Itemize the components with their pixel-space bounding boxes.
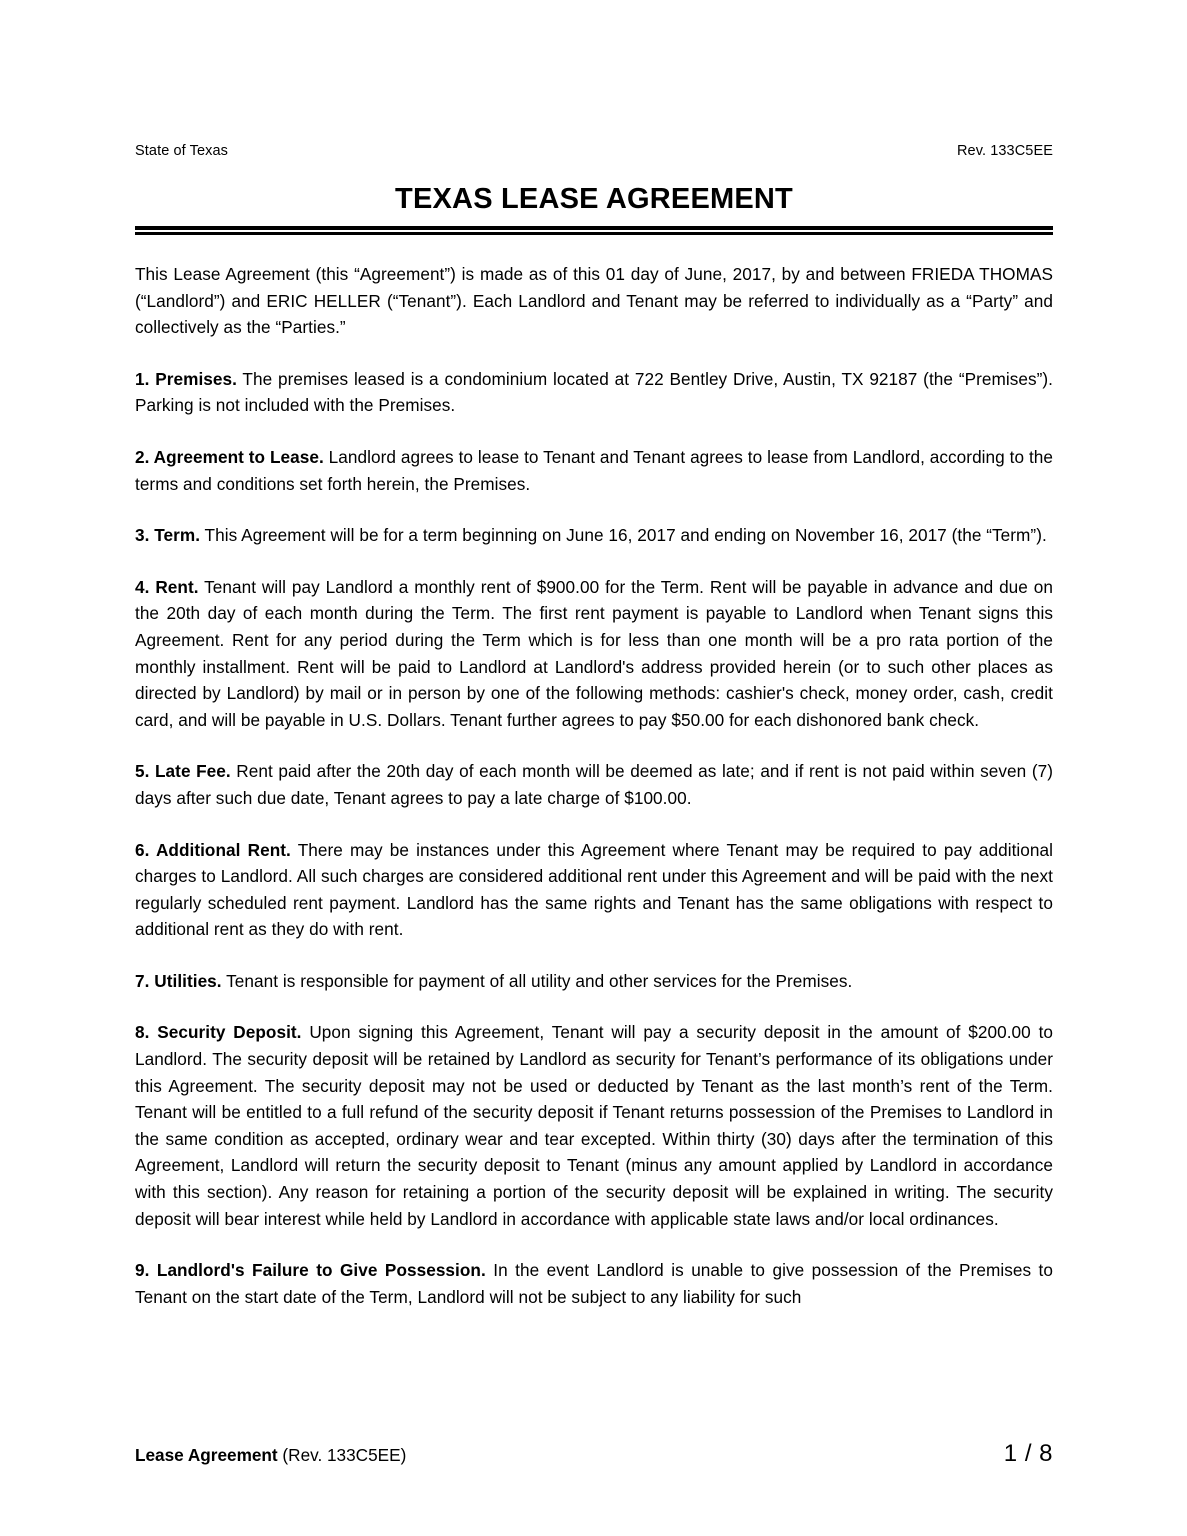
section-9-heading: 9. Landlord's Failure to Give Possession. [135, 1260, 486, 1281]
section-5-heading: 5. Late Fee. [135, 761, 231, 782]
divider-line-bottom [135, 232, 1053, 235]
revision-label: Rev. 133C5EE [956, 143, 1053, 159]
section-2-body: Landlord agrees to lease to Tenant and Tenant agrees to lease from Landlord, according to the terms and conditions set forth herein, the Premises. [135, 446, 1053, 494]
section-8-security-deposit [135, 1019, 1053, 1232]
section-3-heading: 3. Term. [135, 525, 201, 546]
document-header [135, 142, 1053, 178]
section-1-body: The premises leased is a condominium located at 722 Bentley Drive, Austin, TX 92187 (the “Premises”). Parking is not included with the Premises. [135, 368, 1053, 416]
footer-document-name: Lease Agreement [135, 1445, 278, 1465]
section-2-agreement-to-lease [135, 444, 1053, 497]
page-number-indicator: 1 / 8 [1003, 1440, 1053, 1467]
state-label: State of Texas [135, 143, 229, 159]
agreement-body [135, 261, 1053, 1310]
document-footer [135, 1440, 1053, 1480]
header-divider [135, 226, 1053, 235]
section-9-body: In the event Landlord is unable to give possession of the Premises to Tenant on the start date of the Term, Landlord will not be subject to any liability for such [135, 1260, 1053, 1307]
section-9-landlords-failure-to-give-possession [135, 1257, 1053, 1310]
section-6-heading: 6. Additional Rent. [135, 839, 291, 860]
section-4-rent [135, 574, 1053, 734]
section-1-premises [135, 366, 1053, 419]
section-7-body: Tenant is responsible for payment of all utility and other services for the Premises. [221, 970, 853, 991]
section-3-term [135, 522, 1053, 549]
page-title: TEXAS LEASE AGREEMENT [395, 183, 793, 215]
section-1-heading: 1. Premises. [135, 368, 237, 389]
section-4-heading: 4. Rent. [135, 576, 199, 597]
section-7-utilities [135, 968, 1053, 995]
section-6-additional-rent [135, 837, 1053, 943]
page-content [135, 0, 1053, 1310]
section-5-body: Rent paid after the 20th day of each month will be deemed as late; and if rent is not paid within seven (7) days after such due date, Tenant agrees to pay a late charge of $100.00. [135, 761, 1053, 808]
footer-document-label [135, 1444, 406, 1466]
section-8-body: Upon signing this Agreement, Tenant will pay a security deposit in the amount of $200.00 to Landlord. The security deposit will be retained by Landlord as security for Tenant’s performance of its obligations under this Agreement. The security deposit may not be used or deducted by Tenant as the last month’s rent of the Term. Tenant will be entitled to a full refund of the security deposit if Tenant returns possession of the Premises to Landlord in the same condition as accepted, ordinary wear and tear excepted. Within thirty (30) days after the termination of this Agreement, Landlord will return the security deposit to Tenant (minus any amount applied by Landlord in accordance with this section). Any reason for retaining a portion of the security deposit will be explained in writing. The security deposit will bear interest while held by Landlord in accordance with applicable state laws and/or local ordinances. [135, 1022, 1054, 1229]
section-4-body: Tenant will pay Landlord a monthly rent of $900.00 for the Term. Rent will be payable in advance and due on the 20th day of each month during the Term. The first rent payment is payable to Landlord when Tenant signs this Agreement. Rent for any period during the Term which is for less than one month will be a pro rata portion of the monthly installment. Rent will be paid to Landlord at Landlord's address provided herein (or to such other places as directed by Landlord) by mail or in person by one of the following methods: cashier's check, money order, cash, credit card, and will be payable in U.S. Dollars. Tenant further agrees to pay $50.00 for each dishonored bank check. [135, 576, 1053, 730]
section-7-heading: 7. Utilities. [135, 970, 222, 991]
intro-paragraph [135, 261, 1053, 341]
footer-revision: (Rev. 133C5EE) [277, 1445, 407, 1465]
section-8-heading: 8. Security Deposit. [135, 1022, 302, 1043]
section-5-late-fee [135, 758, 1053, 811]
section-3-body: This Agreement will be for a term beginning on June 16, 2017 and ending on November 16, 2017 (the “Term”). [200, 525, 1047, 546]
section-6-body: There may be instances under this Agreement where Tenant may be required to pay additional charges to Landlord. All such charges are considered additional rent under this Agreement and will be paid with the next regularly scheduled rent payment. Landlord has the same rights and Tenant has the same obligations with respect to additional rent as they do with rent. [135, 839, 1053, 940]
intro-text: This Lease Agreement (this “Agreement”) is made as of this 01 day of June, 2017, by and between FRIEDA THOMAS (“Landlord”) and ERIC HELLER (“Tenant”). Each Landlord and Tenant may be referred to individually as a “Party” and collectively as the “Parties.” [135, 264, 1053, 338]
section-2-heading: 2. Agreement to Lease. [135, 446, 324, 467]
